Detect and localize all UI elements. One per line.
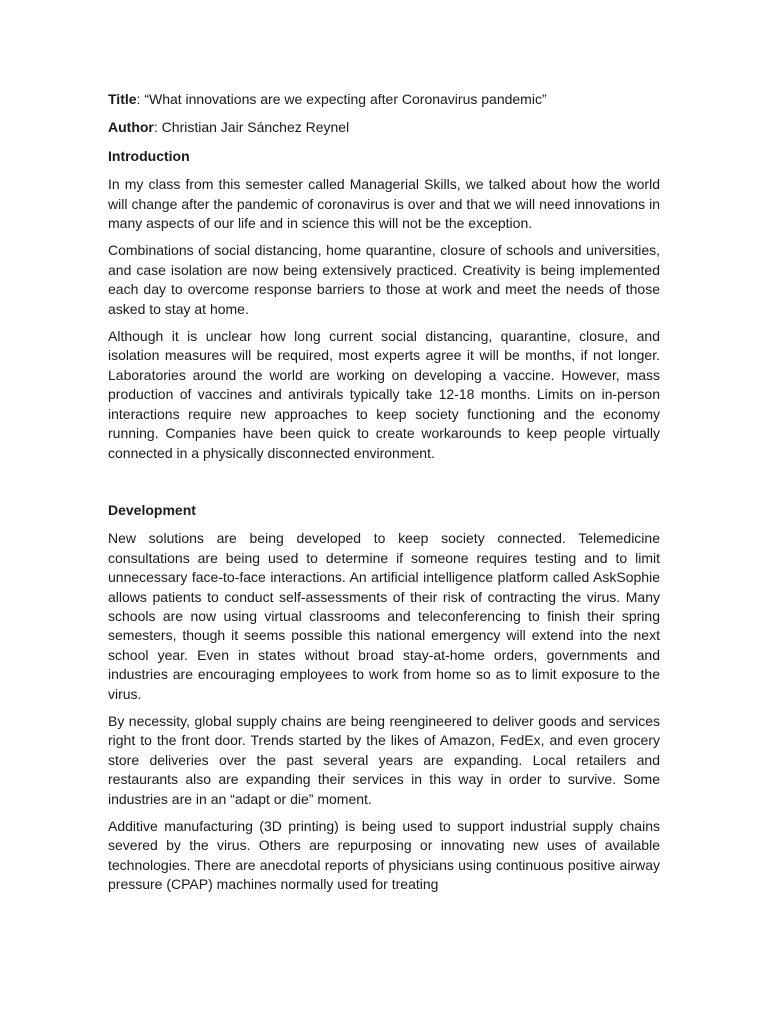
title-line [108,90,660,109]
author-separator: : [153,119,162,136]
title-label: Title [108,91,137,107]
introduction-heading: Introduction [108,147,190,164]
title-separator: : [136,91,145,107]
introduction-paragraph: In my class from this semester called Managerial Skills, we talked about how the world will change after the pandemic of coronavirus is over and that we will need innovations in many aspects of our life and in science this will not be the exception. [108,176,660,232]
development-paragraph: Additive manufacturing (3D printing) is being used to support industrial supply chains severed by the virus. Others are repurposing or innovating new uses of available technologies. There are anecdotal reports of physicians using continuous positive airway pressure (CPAP) machines normally used for treating [108,818,660,893]
document-title: “What innovations are we expecting after Coronavirus pandemic” [144,91,547,107]
author-label: Author [108,119,154,136]
introduction-paragraph: Combinations of social distancing, home quarantine, closure of schools and universities, and case isolation are now being extensively practiced. Creativity is being implemented each day to overcome response barriers to those at work and meet the needs of those asked to stay at home. [108,242,660,317]
development-paragraph: By necessity, global supply chains are being reengineered to deliver goods and services right to the front door. Trends started by the likes of Amazon, FedEx, and even grocery store deliveries over the past several years are expanding. Local retailers and restaurants also are expanding their services in this way in order to survive. Some industries are in an “adapt or die” moment. [108,712,660,807]
author-name: Christian Jair Sánchez Reynel [161,119,350,136]
development-paragraph: New solutions are being developed to keep society connected. Telemedicine consultations are being used to determine if someone requires testing and to limit unnecessary face-to-face interactions. An artificial intelligence platform called AskSophie allows patients to conduct self-assessments of their risk of contracting the virus. Many schools are now using virtual classrooms and teleconferencing to finish their spring semesters, though it seems possible this national emergency will extend into the next school year. Even in states without broad stay-at-home orders, governments and industries are encouraging employees to work from home so as to limit exposure to the virus. [108,530,660,702]
section-spacer [108,471,660,501]
development-heading: Development [108,501,196,518]
author-line [108,118,660,137]
introduction-paragraph: Although it is unclear how long current social distancing, quarantine, closure, and isolation measures will be required, most experts agree it will be months, if not longer. Laboratories around the world are working on developing a vaccine. However, mass production of vaccines and antivirals typically take 12-18 months. Limits on in-person interactions require new approaches to keep society functioning and the economy running. Companies have been quick to create workarounds to keep people virtually connected in a physically disconnected environment. [108,328,660,461]
